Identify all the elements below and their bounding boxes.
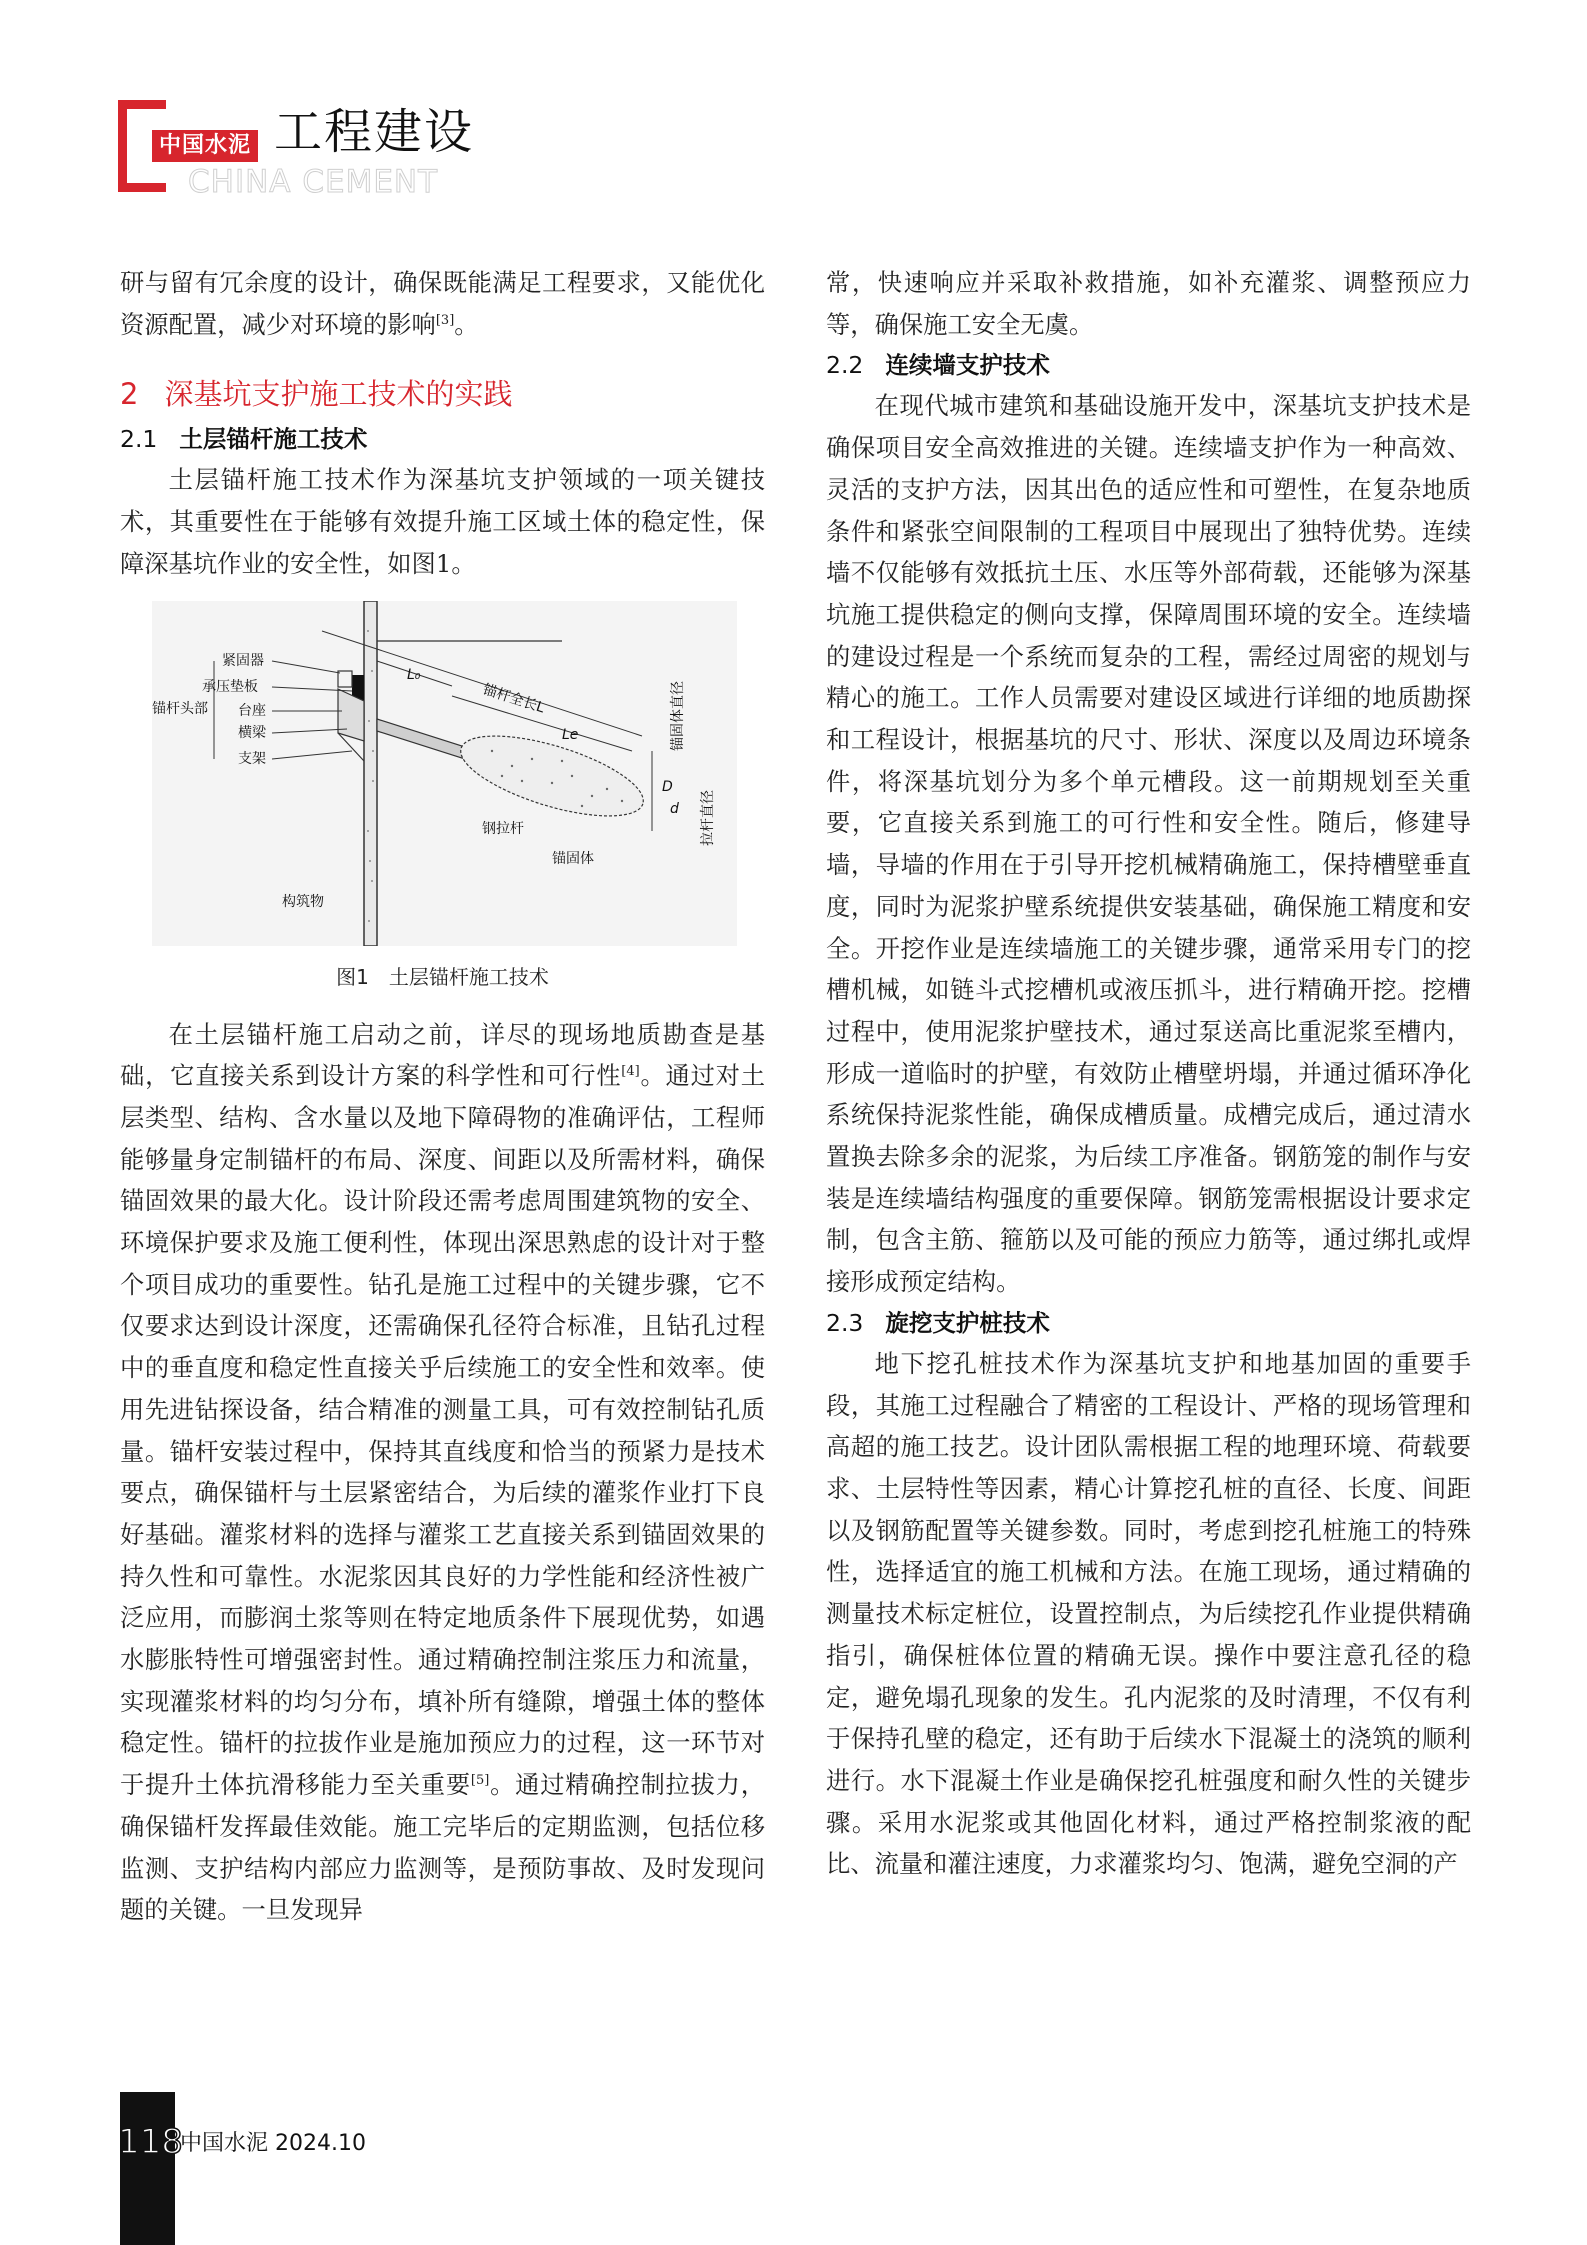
label-anchor-length: Le <box>562 726 579 743</box>
label-tightener: 紧固器 <box>222 652 264 669</box>
paragraph-diaphragm-wall: 在现代城市建筑和基础设施开发中，深基坑支护技术是确保项目安全高效推进的关键。连续墙支护作为一种高效、灵活的支护方法，因其出色的适应性和可塑性，在复杂地质条件和紧张空间限制的工程项目中展现出了独特优势。连续墙不仅能够有效抵抗土压、水压等外部荷载，还能够为深基坑施工提供稳定的侧向支撑，保障周围环境的安全。连续墙的建设过程是一个系统而复杂的工程，需经过周密的规划与精心的施工。工作人员需要对建设区域进行详细的地质勘探和工程设计，根据基坑的尺寸、形状、深度以及周边环境条件，将深基坑划分为多个单元槽段。这一前期规划至关重要，它直接关系到施工的可行性和安全性。随后，修建导墙，导墙的作用在于引导开挖机械精确施工，保持槽壁垂直度，同时为泥浆护壁系统提供安装基础，确保施工精度和安全。开挖作业是连续墙施工的关键步骤，通常采用专门的挖槽机械，如链斗式挖槽机或液压抓斗，进行精确开挖。挖槽过程中，使用泥浆护壁技术，通过泵送高比重泥浆至槽内，形成一道临时的护壁，有效防止槽壁坍塌，并通过循环净化系统保持泥浆性能，确保成槽质量。成槽完成后，通过清水置换去除多余的泥浆，为后续工序准备。钢筋笼的制作与安装是连续墙结构强度的重要保障。钢筋笼需根据设计要求定制，包含主筋、箍筋以及可能的预应力筋等，通过绑扎或焊接形成预定结构。 <box>826 391 1471 1297</box>
magazine-logo <box>118 96 475 200</box>
label-head-group: 锚杆头部 <box>152 700 208 717</box>
label-crossbeam: 横梁 <box>238 724 266 741</box>
anchor-body-shape <box>452 719 651 832</box>
section-heading <box>120 375 765 413</box>
section-heading-text: 深基坑支护施工技术的实践 <box>164 377 513 412</box>
left-column <box>120 262 765 1931</box>
subsection-heading-2-2: 2.2 连续墙支护技术 <box>826 351 1050 380</box>
label-rod-diameter: 拉杆直径 <box>700 789 716 846</box>
subsection-heading-2-3: 2.3 旋挖支护桩技术 <box>826 1308 1050 1337</box>
logo-english-name: CHINA CEMENT <box>188 164 439 200</box>
label-bearing-plate: 承压垫板 <box>202 678 258 695</box>
footer-bar <box>120 2092 175 2245</box>
subsection-heading-2-1: 2.1 土层锚杆施工技术 <box>120 425 368 454</box>
logo-badge: 中国水泥 <box>152 130 258 162</box>
label-d: d <box>670 800 679 817</box>
label-anchor-body: 锚固体 <box>552 850 594 867</box>
figure-anchor-diagram <box>152 601 737 946</box>
retaining-wall <box>364 601 377 946</box>
label-structure: 构筑物 <box>282 893 324 910</box>
page-number: 118 <box>118 2122 183 2162</box>
label-free-length: L₀ <box>407 666 421 683</box>
label-pedestal: 台座 <box>238 702 266 719</box>
anchor-diagram-svg <box>152 601 737 946</box>
journal-issue: 中国水泥 2024.10 <box>180 2131 366 2156</box>
citation-4: [4] <box>621 1064 640 1080</box>
label-full-length: 锚杆全长L <box>480 681 547 717</box>
label-tendon: 钢拉杆 <box>482 820 524 837</box>
paragraph-intro: 研与留有冗余度的设计，确保既能满足工程要求，又能优化资源配置，减少对环境的影响[3]。 <box>120 268 765 339</box>
tightener-shape <box>338 671 352 687</box>
label-bracket: 支架 <box>238 750 266 767</box>
paragraph-bored-pile: 地下挖孔桩技术作为深基坑支护和地基加固的重要手段，其施工过程融合了精密的工程设计、严格的现场管理和高超的施工技艺。设计团队需根据工程的地理环境、荷载要求、土层特性等因素，精心计算挖孔桩的直径、长度、间距以及钢筋配置等关键参数。同时，考虑到挖孔桩施工的特殊性，选择适宜的施工机械和方法。在施工现场，通过精确的测量技术标定桩位，设置控制点，为后续挖孔作业提供精确指引，确保桩体位置的精确无误。操作中要注意孔径的稳定，避免塌孔现象的发生。孔内泥浆的及时清理，不仅有利于保持孔壁的稳定，还有助于后续水下混凝土的浇筑的顺利进行。水下混凝土作业是确保挖孔桩强度和耐久性的关键步骤。采用水泥浆或其他固化材料，通过严格控制浆液的配比、流量和灌注速度，力求灌浆均匀、饱满，避免空洞的产 <box>826 1348 1471 1879</box>
right-column <box>826 262 1471 1885</box>
section-title: 工程建设 <box>274 104 475 160</box>
paragraph-anchor-process: 在土层锚杆施工启动之前，详尽的现场地质勘查是基础，它直接关系到设计方案的科学性和可行性[4]。通过对土层类型、结构、含水量以及地下障碍物的准确评估，工程师能够量身定制锚杆的布局、深度、间距以及所需材料，确保锚固效果的最大化。设计阶段还需考虑周围建筑物的安全、环境保护要求及施工便利性，体现出深思熟虑的设计对于整个项目成功的重要性。钻孔是施工过程中的关键步骤，它不仅要求达到设计深度，还需确保孔径符合标准，且钻孔过程中的垂直度和稳定性直接关乎后续施工的安全性和效率。使用先进钻探设备，结合精准的测量工具，可有效控制钻孔质量。锚杆安装过程中，保持其直线度和恰当的预紧力是技术要点，确保锚杆与土层紧密结合，为后续的灌浆作业打下良好基础。灌浆材料的选择与灌浆工艺直接关系到锚固效果的持久性和可靠性。水泥浆因其良好的力学性能和经济性被广泛应用，而膨润土浆等则在特定地质条件下展现优势，如遇水膨胀特性可增强密封性。通过精确控制注浆压力和流量，实现灌浆材料的均匀分布，填补所有缝隙，增强土体的整体稳定性。锚杆的拉拔作业是施加预应力的过程，这一环节对于提升土体抗滑移能力至关重要[5]。通过精确控制拉拔力，确保锚杆发挥最佳效能。施工完毕后的定期监测，包括位移监测、支护结构内部应力监测等，是预防事故、及时发现问题的关键。一旦发现异 <box>120 1019 766 1925</box>
section-number: 2 <box>120 377 139 412</box>
label-anchor-diameter: 锚固体直径 <box>670 680 686 751</box>
paragraph-anchor-intro: 土层锚杆施工技术作为深基坑支护领域的一项关键技术，其重要性在于能够有效提升施工区域土体的稳定性，保障深基坑作业的安全性，如图1。 <box>120 465 765 578</box>
figure-caption: 图1 土层锚杆施工技术 <box>336 964 549 989</box>
leader-lines <box>214 661 352 759</box>
citation-3: [3] <box>435 312 455 328</box>
paragraph-continuation: 常，快速响应并采取补救措施，如补充灌浆、调整预应力等，确保施工安全无虞。 <box>826 268 1471 339</box>
label-D: D <box>662 778 673 795</box>
citation-5: [5] <box>470 1773 490 1789</box>
